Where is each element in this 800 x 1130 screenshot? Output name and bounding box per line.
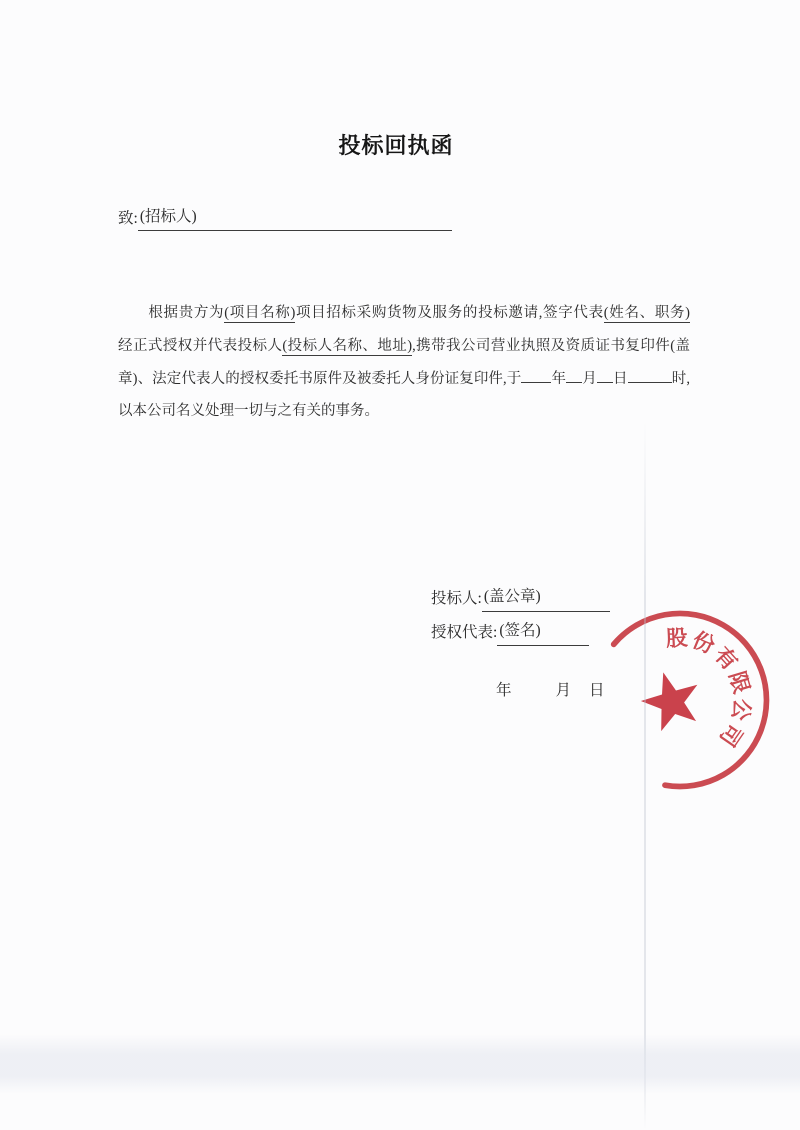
underline-blank: [521, 368, 551, 383]
document-title: 投标回执函: [338, 133, 454, 158]
star-icon: [635, 664, 707, 734]
year-label: 年: [496, 682, 512, 699]
body-text: 年: [551, 370, 567, 387]
seal-character: 公: [727, 697, 756, 723]
body-text: 经正式授权并代表投标人: [118, 337, 283, 354]
salutation-line: [118, 205, 452, 231]
bidder-label: 投标人:: [431, 590, 482, 607]
seal-character: 有: [709, 642, 743, 675]
body-text: ,携带我公司营业执照及资质证书复印件(盖: [412, 337, 690, 354]
bidder-blank: (盖公章): [482, 584, 610, 612]
body-text: 根据贵方为: [118, 305, 225, 321]
body-line: [118, 395, 690, 428]
body-text: 月: [582, 370, 597, 387]
underlined-placeholder: (投标人名称、地址): [282, 337, 413, 354]
body-text: 时,: [671, 370, 691, 387]
representative-blank: (签名): [497, 618, 589, 646]
seal-character: 份: [688, 626, 719, 659]
underline-blank: [628, 368, 672, 383]
body-paragraph: [118, 297, 690, 428]
seal-character: 限: [724, 668, 755, 697]
body-text: 以本公司名义处理一切与之有关的事务。: [118, 403, 379, 420]
seal-character: 司: [714, 719, 748, 752]
representative-signature-line: [431, 618, 589, 646]
underline-blank: [566, 368, 582, 383]
body-line: [118, 297, 690, 330]
body-text: 日: [612, 370, 628, 387]
representative-label: 授权代表:: [431, 624, 498, 641]
body-text: 项目招标采购货物及服务的投标邀请,签字代表: [295, 305, 604, 321]
salutation-label: 致:: [118, 210, 138, 227]
body-line: [118, 363, 690, 396]
day-label: 日: [589, 682, 605, 699]
company-seal-stamp: [577, 597, 783, 803]
seal-character: 股: [665, 624, 689, 652]
underlined-placeholder: (姓名、职务): [603, 305, 690, 321]
underline-blank: [597, 368, 613, 383]
salutation-blank: (招标人): [138, 205, 452, 231]
body-text: 章)、法定代表人的授权委托书原件及被委托人身份证复印件,于: [118, 370, 522, 387]
month-label: 月: [555, 682, 572, 699]
scan-shadow-band: [0, 1034, 800, 1094]
body-line: [118, 330, 690, 363]
underlined-placeholder: (项目名称): [224, 305, 296, 321]
seal-arc-text: [665, 625, 755, 751]
